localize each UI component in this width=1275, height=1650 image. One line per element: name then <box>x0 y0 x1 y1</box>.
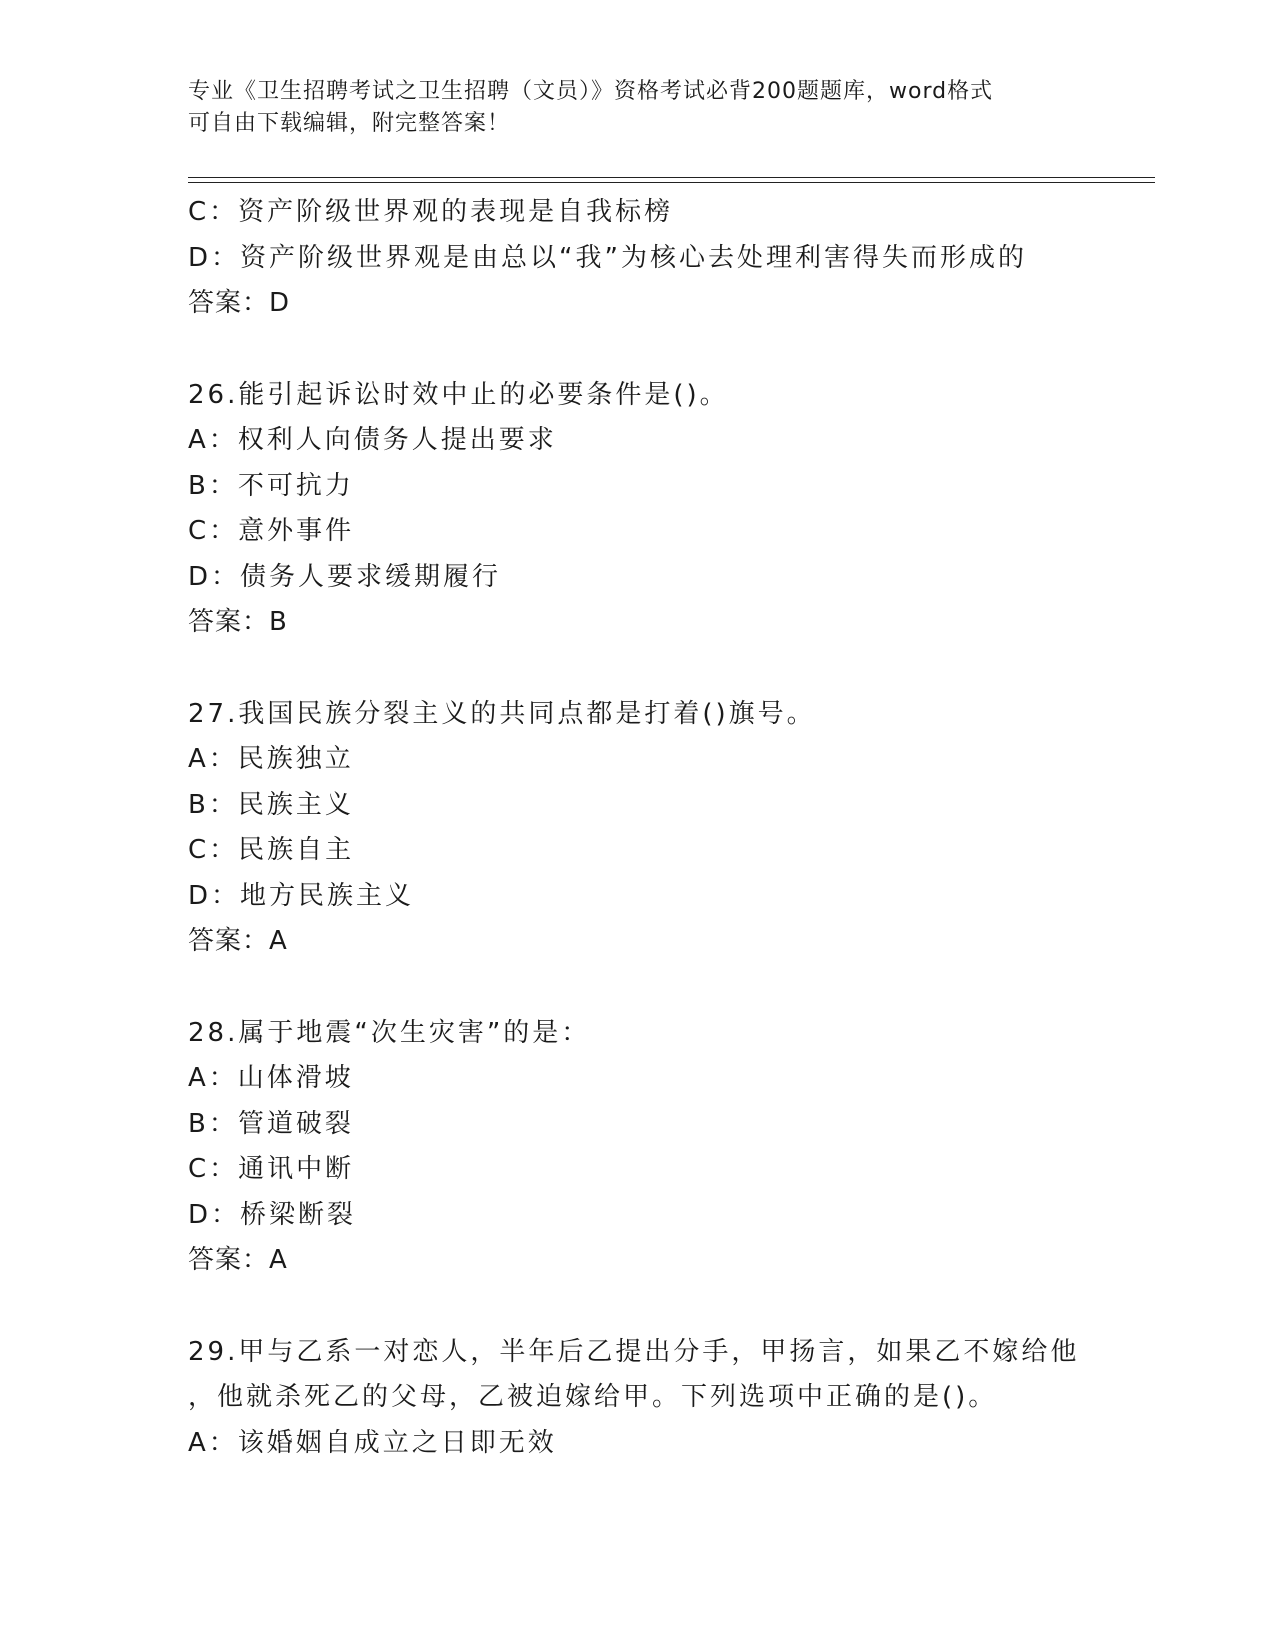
option-c: C：意外事件 <box>188 516 355 546</box>
answer-value: A <box>269 926 289 956</box>
spacer <box>188 1284 1168 1330</box>
answer-label: 答案： <box>188 926 270 956</box>
option-b: B：不可抗力 <box>188 470 354 501</box>
option-a: A：山体滑坡 <box>188 1063 354 1093</box>
answer-label: 答案： <box>188 288 270 318</box>
answer-value: D <box>269 288 292 318</box>
header-title-line2: 可自由下载编辑，附完整答案！ <box>188 111 511 136</box>
option-d: D：地方民族主义 <box>188 880 415 911</box>
header-title-line1: 专业《卫生招聘考试之卫生招聘（文员）》资格考试必背200题题库，word格式 <box>188 79 994 104</box>
question-stem-line1: 29.甲与乙系一对恋人，半年后乙提出分手，甲扬言，如果乙不嫁给他 <box>188 1336 1080 1367</box>
question-stem: 28.属于地震“次生灾害”的是： <box>188 1017 591 1048</box>
answer-value: B <box>269 607 289 637</box>
option-a: A：民族独立 <box>188 744 354 774</box>
question-stem-line2: ，他就杀死乙的父母，乙被迫嫁给甲。下列选项中正确的是()。 <box>188 1382 998 1412</box>
question-stem: 27.我国民族分裂主义的共同点都是打着()旗号。 <box>188 698 816 729</box>
option-c: C：民族自主 <box>188 835 355 865</box>
spacer <box>188 327 1168 373</box>
option-d: D：桥梁断裂 <box>188 1199 357 1230</box>
option-c: C：资产阶级世界观的表现是自我标榜 <box>188 197 674 227</box>
question-stem: 26.能引起诉讼时效中止的必要条件是()。 <box>188 379 729 410</box>
option-d: D：资产阶级世界观是由总以“我”为核心去处理利害得失而形成的 <box>188 242 1027 273</box>
answer-line <box>188 600 1168 646</box>
option-a: A：权利人向债务人提出要求 <box>188 425 557 455</box>
spacer <box>188 646 1168 692</box>
option-c: C：通讯中断 <box>188 1154 355 1184</box>
option-b: B：民族主义 <box>188 789 354 820</box>
answer-line <box>188 919 1168 965</box>
option-d: D：债务人要求缓期履行 <box>188 561 502 592</box>
question-list <box>188 190 1168 1466</box>
document-header <box>188 76 1088 140</box>
header-divider-top <box>188 177 1155 178</box>
header-divider-bottom <box>188 182 1155 183</box>
answer-line <box>188 281 1168 327</box>
option-a: A：该婚姻自成立之日即无效 <box>188 1427 557 1458</box>
option-b: B：管道破裂 <box>188 1108 354 1139</box>
answer-line <box>188 1238 1168 1284</box>
answer-value: A <box>269 1245 289 1275</box>
answer-label: 答案： <box>188 607 270 637</box>
spacer <box>188 965 1168 1011</box>
answer-label: 答案： <box>188 1245 270 1275</box>
